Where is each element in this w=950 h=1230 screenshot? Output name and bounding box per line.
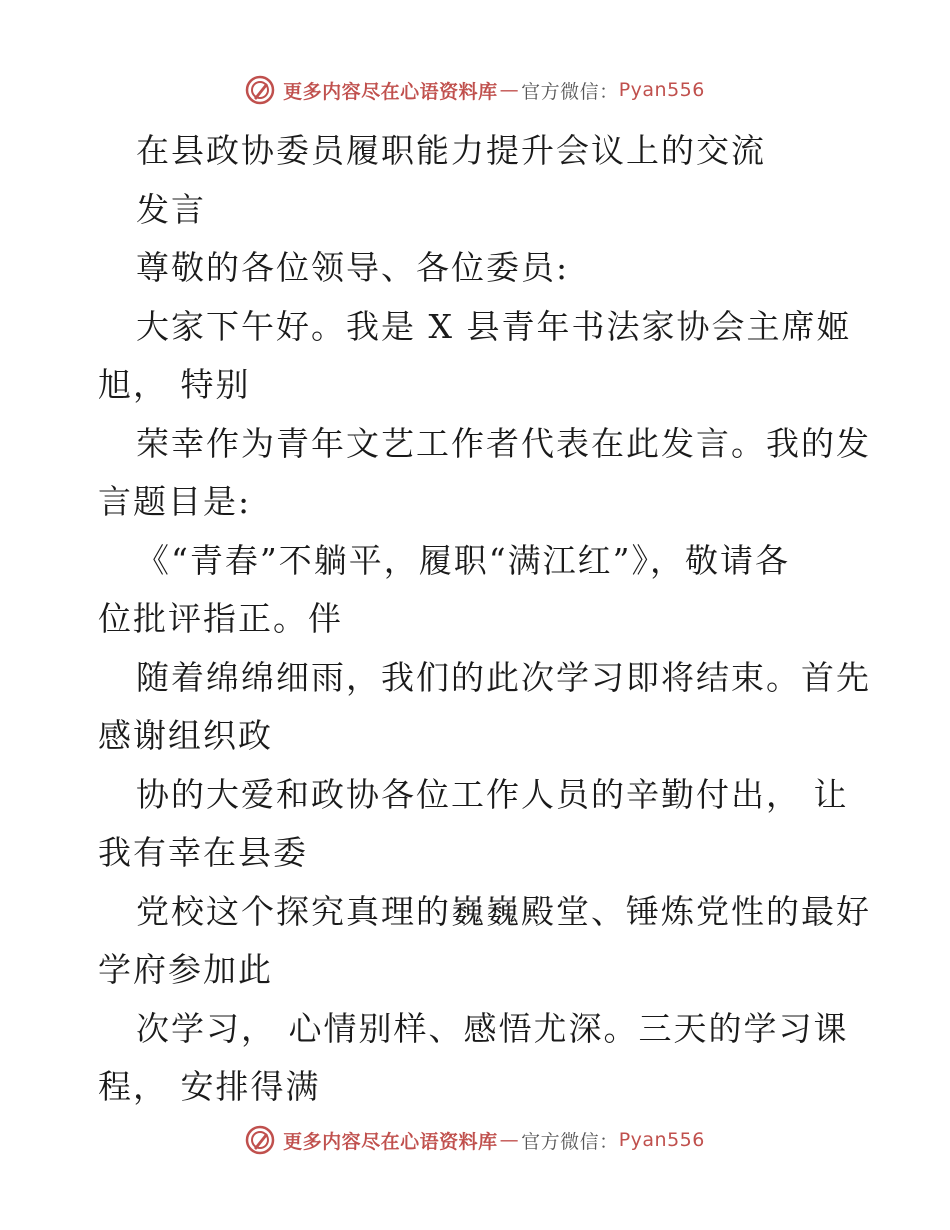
text-line: 我有幸在县委 xyxy=(98,833,308,872)
text-line: 荣幸作为青年文艺工作者代表在此发言。我的发 xyxy=(136,423,871,463)
text-line: 《“青春”不躺平，履职“满江红”》，敬请各 xyxy=(136,540,790,580)
text-line: 协的大爱和政协各位工作人员的辛勤付出， 让 xyxy=(136,774,849,814)
text-line: 在县政协委员履职能力提升会议上的交流 xyxy=(136,131,766,170)
document-body xyxy=(98,122,871,1117)
watermark-wechat-id: Pyan556 xyxy=(618,1129,705,1151)
text-line: 大家下午好。我是 X 县青年书法家协会主席姬 xyxy=(136,306,852,346)
text-line: 发言 xyxy=(136,189,206,229)
pen-logo-icon xyxy=(245,1125,275,1155)
watermark-dash: — xyxy=(499,79,520,101)
watermark-site: 更多内容尽在心语资料库 xyxy=(283,1130,498,1153)
text-line: 次学习， 心情别样、感悟尤深。三天的学习课 xyxy=(136,1008,849,1048)
pen-logo-icon xyxy=(245,75,275,105)
watermark-wechat-label: 官方微信： xyxy=(521,80,619,103)
text-line: 位批评指正。伴 xyxy=(98,599,343,638)
footer-watermark xyxy=(0,1120,950,1160)
text-line: 程， 安排得满 xyxy=(98,1067,321,1106)
text-line: 党校这个探究真理的巍巍殿堂、锤炼党性的最好 xyxy=(136,891,871,931)
watermark-wechat-id: Pyan556 xyxy=(618,79,705,101)
watermark-wechat-label: 官方微信： xyxy=(521,1130,619,1153)
text-line: 学府参加此 xyxy=(98,950,273,989)
watermark-site: 更多内容尽在心语资料库 xyxy=(283,80,498,103)
text-line: 感谢组织政 xyxy=(98,716,273,755)
text-line: 旭， 特别 xyxy=(98,365,251,404)
text-line: 尊敬的各位领导、各位委员: xyxy=(136,248,570,287)
header-watermark xyxy=(0,70,950,110)
watermark-dash: — xyxy=(499,1129,520,1151)
text-line: 随着绵绵细雨，我们的此次学习即将结束。首先 xyxy=(136,657,871,697)
text-line: 言题目是: xyxy=(98,482,252,521)
